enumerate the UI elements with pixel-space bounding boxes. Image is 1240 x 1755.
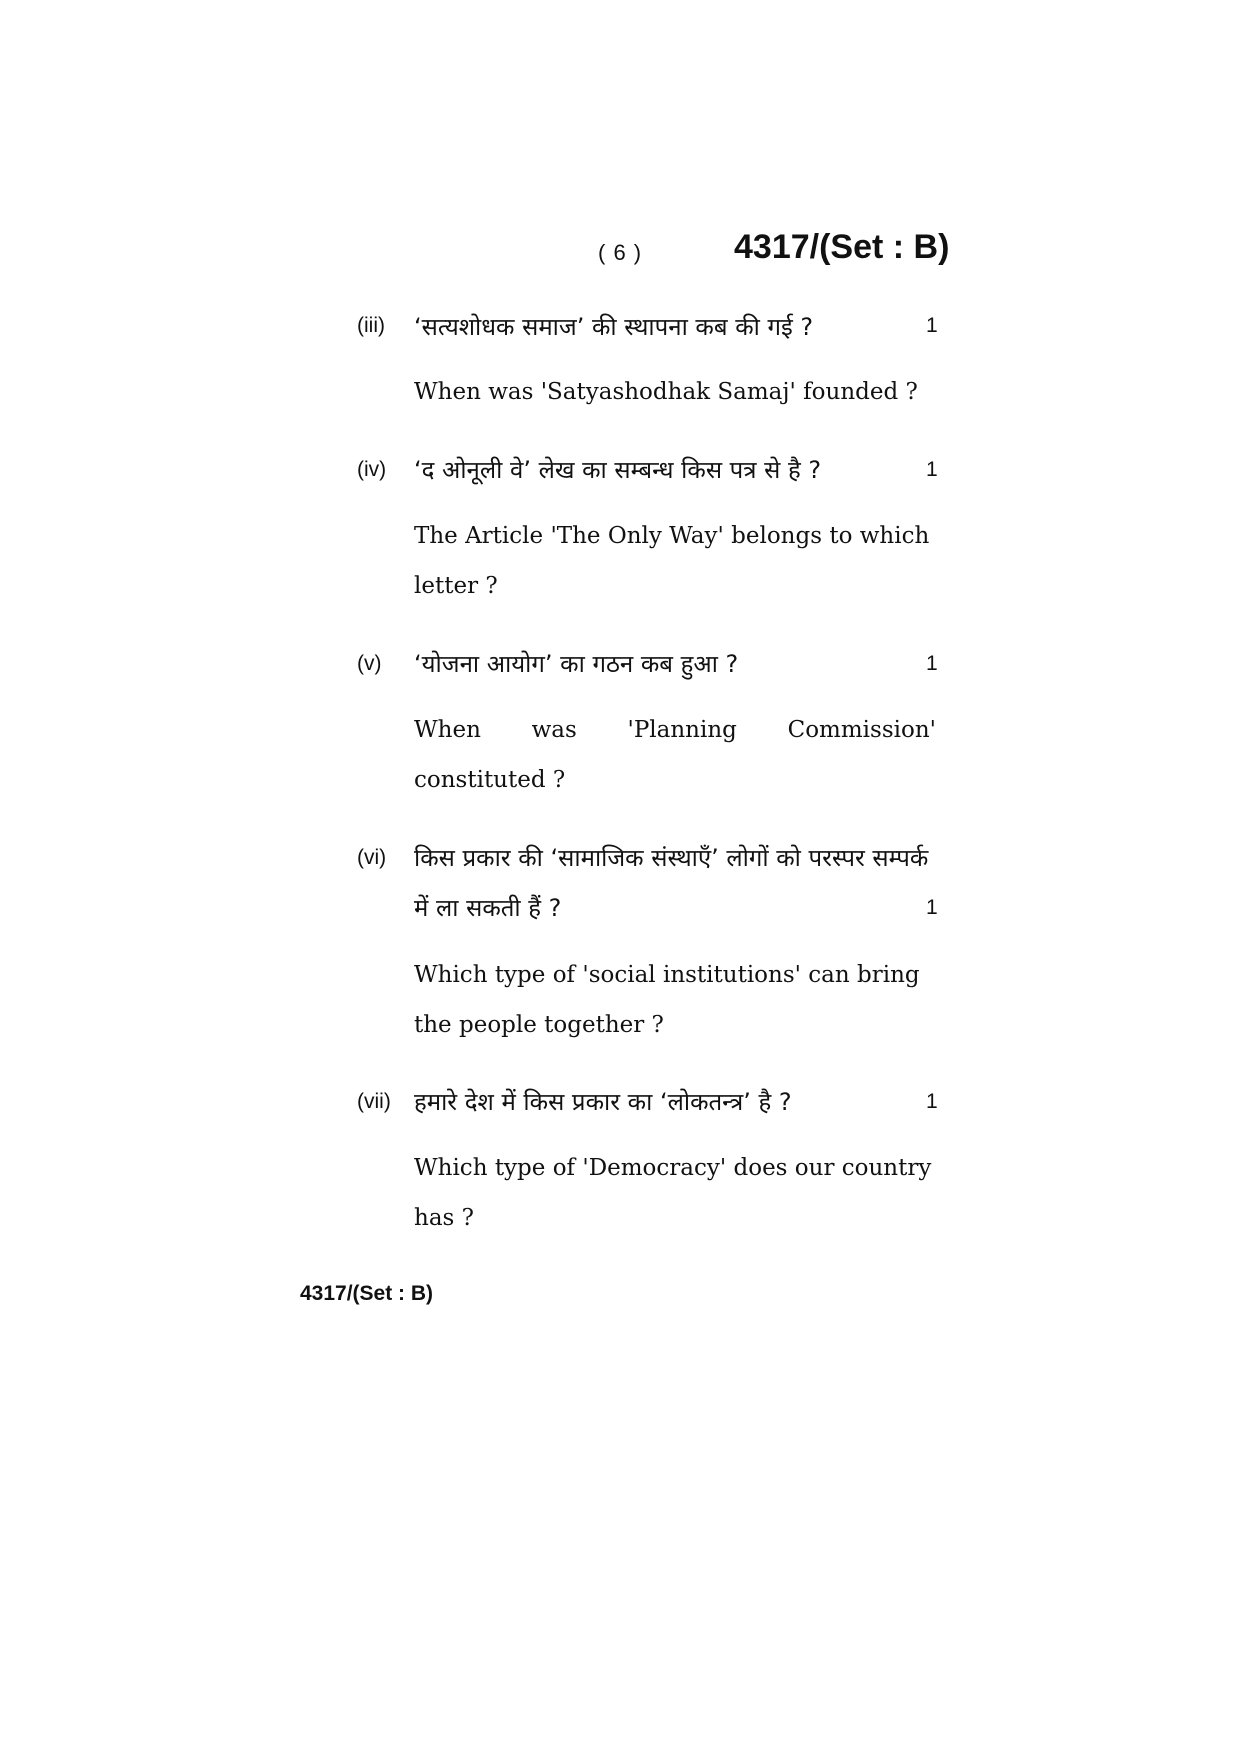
english-word: was [531, 717, 577, 743]
question-text-english: Which type of 'Democracy' does our country [414, 1155, 932, 1181]
english-word: 'Planning [627, 717, 737, 743]
question-marks: 1 [926, 314, 938, 337]
question-text-hindi-cont: में ला सकती हैं ? [414, 894, 562, 922]
question-text-english: The Article 'The Only Way' belongs to which [414, 523, 930, 549]
question-marks: 1 [926, 458, 938, 481]
question-text-english-cont: constituted ? [414, 767, 566, 793]
english-word: Commission' [787, 717, 936, 743]
question-marks: 1 [926, 896, 938, 919]
question-number: (vi) [357, 846, 387, 869]
question-text-english-cont: has ? [414, 1205, 474, 1231]
question-text-english-cont: the people together ? [414, 1012, 664, 1038]
paper-code-header: 4317/(Set : B) [734, 228, 950, 266]
question-text-english: When was 'Satyashodhak Samaj' founded ? [414, 379, 918, 405]
question-number: (iv) [357, 458, 387, 481]
english-word: When [414, 717, 481, 743]
question-marks: 1 [926, 1090, 938, 1113]
question-text-english [414, 717, 936, 743]
question-text-hindi: ‘द ओनूली वे’ लेख का सम्बन्ध किस पत्र से है ? [414, 456, 822, 484]
question-number: (iii) [357, 314, 385, 337]
question-marks: 1 [926, 652, 938, 675]
question-number: (vii) [357, 1090, 391, 1113]
paper-code-footer: 4317/(Set : B) [300, 1282, 434, 1305]
question-text-english: Which type of 'social institutions' can bring [414, 962, 920, 988]
question-number: (v) [357, 652, 382, 675]
question-text-hindi: ‘योजना आयोग’ का गठन कब हुआ ? [414, 650, 739, 678]
page-number: ( 6 ) [598, 240, 643, 265]
question-text-hindi: हमारे देश में किस प्रकार का ‘लोकतन्त्र’ है ? [414, 1088, 792, 1116]
question-text-hindi: ‘सत्यशोधक समाज’ की स्थापना कब की गई ? [414, 313, 814, 341]
question-text-english-cont: letter ? [414, 573, 498, 599]
question-text-hindi: किस प्रकार की ‘सामाजिक संस्थाएँ’ लोगों को परस्पर सम्पर्क [414, 844, 929, 872]
